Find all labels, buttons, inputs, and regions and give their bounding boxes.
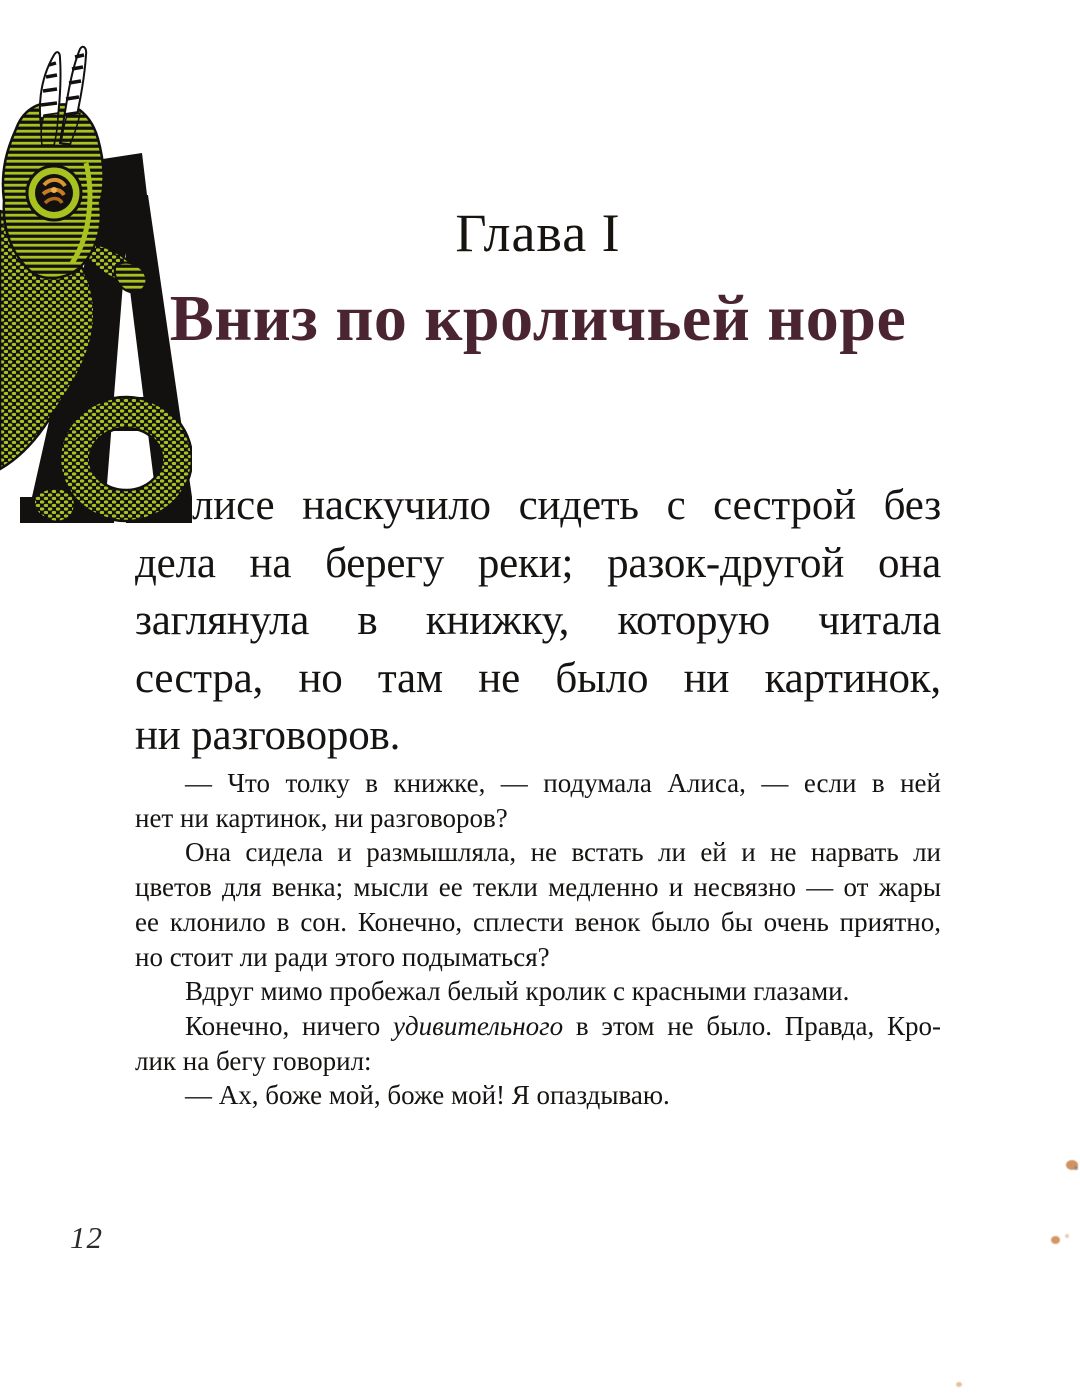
body-line: Она сидела и размышляла, не встать ли ей и не нарвать ли	[185, 837, 941, 868]
lead-line: ни разговоров.	[135, 712, 401, 759]
foxing-stain	[1074, 1166, 1078, 1170]
foxing-stain	[956, 1382, 962, 1387]
body-text	[135, 766, 941, 1113]
foxing-stain	[1051, 1236, 1060, 1244]
body-line: цветов для венка; мысли ее текли медленно и несвязно — от жары	[135, 872, 941, 903]
horn-base-front	[41, 113, 58, 145]
lead-line: лисе наскучило сидеть с сестрой без	[192, 482, 941, 529]
lead-line: дела на берегу реки; разок-другой она	[135, 539, 941, 587]
body-line: — Что толку в книжке, — подумала Алиса, — если в ней	[185, 768, 941, 798]
chapter-title: Вниз по кроличьей норе	[169, 282, 907, 355]
foxing-stain	[1065, 1234, 1069, 1238]
lead-line: заглянула в книжку, которую читала	[135, 597, 941, 644]
lead-line: сестра, но там не было ни картинок,	[135, 654, 941, 702]
chameleon-eye	[27, 166, 81, 220]
body-line: Конечно, ничего удивительного в этом не было. Правда, Кро-	[185, 1010, 941, 1041]
body-line: лик на бегу говорил:	[135, 1045, 372, 1076]
lead-paragraph	[135, 477, 941, 765]
body-line: ее клонило в сон. Конечно, сплести венок было бы очень приятно,	[135, 906, 941, 937]
body-line: — Ах, боже мой, боже мой! Я опаздываю.	[185, 1080, 670, 1111]
body-line: Вдруг мимо пробежал белый кролик с красными глазами.	[185, 976, 850, 1007]
body-line: но стоит ли ради этого подыматься?	[135, 941, 550, 972]
body-line: нет ни картинок, ни разговоров?	[135, 802, 508, 833]
page-number: 12	[70, 1220, 103, 1255]
chapter-label: Глава I	[455, 203, 621, 263]
